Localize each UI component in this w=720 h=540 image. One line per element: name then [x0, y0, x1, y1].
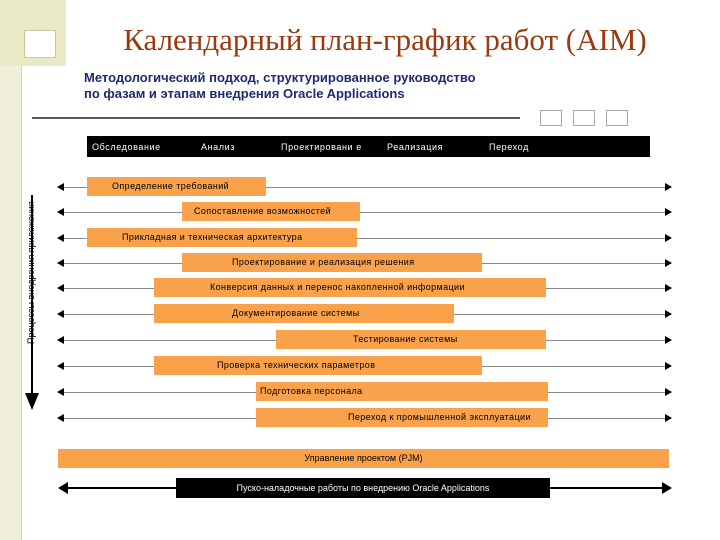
commissioning-bar: Пуско-наладочные работы по внедрению Oracle Applications	[176, 478, 550, 498]
row-arrow-left	[57, 336, 64, 344]
row-arrow-left	[57, 414, 64, 422]
subtitle-line-2: по фазам и этапам внедрения Oracle Applications	[84, 86, 405, 101]
row-arrow-right	[665, 388, 672, 396]
task-bar-documentation: Документирование системы	[154, 304, 454, 323]
title-rule	[32, 117, 520, 119]
row-arrow-right	[665, 208, 672, 216]
row-arrow-left	[57, 234, 64, 242]
row-arrow-left	[57, 208, 64, 216]
phase-survey: Обследование	[92, 142, 161, 152]
subtitle-line-1: Методологический подход, структурированное руководство	[84, 70, 476, 85]
row-arrow-right	[665, 362, 672, 370]
row-arrow-left	[57, 284, 64, 292]
row-arrow-left	[57, 362, 64, 370]
row-arrow-right	[665, 234, 672, 242]
task-bar-design-build: Проектирование и реализация решения	[182, 253, 482, 272]
axis-line	[31, 195, 33, 395]
phase-implementation: Реализация	[387, 142, 444, 152]
row-arrow-left	[57, 310, 64, 318]
decor-box	[573, 110, 595, 126]
phase-bar	[87, 136, 650, 157]
project-management-bar: Управление проектом (PJM)	[58, 449, 669, 468]
task-bar-data-conversion: Конверсия данных и перенос накопленной информации	[154, 278, 546, 297]
task-bar-architecture: Прикладная и техническая архитектура	[87, 228, 357, 247]
row-arrow-right	[665, 336, 672, 344]
row-arrow-right	[665, 183, 672, 191]
phase-design: Проектировани е	[281, 142, 362, 152]
commissioning-arrow-right	[662, 482, 672, 494]
decor-box	[606, 110, 628, 126]
phase-transition: Переход	[489, 142, 529, 152]
task-bar-performance-check: Проверка технических параметров	[154, 356, 482, 375]
row-arrow-right	[665, 414, 672, 422]
commissioning-arrow-left	[58, 482, 68, 494]
task-bar-testing: Тестирование системы	[276, 330, 546, 349]
corner-decor-box	[24, 30, 56, 58]
row-arrow-left	[57, 183, 64, 191]
subtitle	[84, 70, 604, 102]
axis-arrow-down	[25, 393, 39, 410]
page-title: Календарный план-график работ (AIM)	[123, 22, 647, 57]
row-line	[58, 212, 671, 213]
phase-analysis: Анализ	[201, 142, 235, 152]
task-bar-production-cutover: Переход к промышленной эксплуатации	[256, 408, 548, 427]
left-decor-stripe	[0, 0, 22, 540]
task-bar-training: Подготовка персонала	[256, 382, 548, 401]
phase-launch: Запуск	[585, 142, 617, 152]
row-arrow-right	[665, 284, 672, 292]
task-bar-fit-analysis: Сопоставление возможностей	[182, 202, 360, 221]
axis-label	[26, 192, 40, 354]
row-arrow-right	[665, 310, 672, 318]
row-arrow-left	[57, 259, 64, 267]
row-arrow-left	[57, 388, 64, 396]
task-bar-requirements: Определение требований	[87, 177, 266, 196]
decor-box	[540, 110, 562, 126]
row-arrow-right	[665, 259, 672, 267]
